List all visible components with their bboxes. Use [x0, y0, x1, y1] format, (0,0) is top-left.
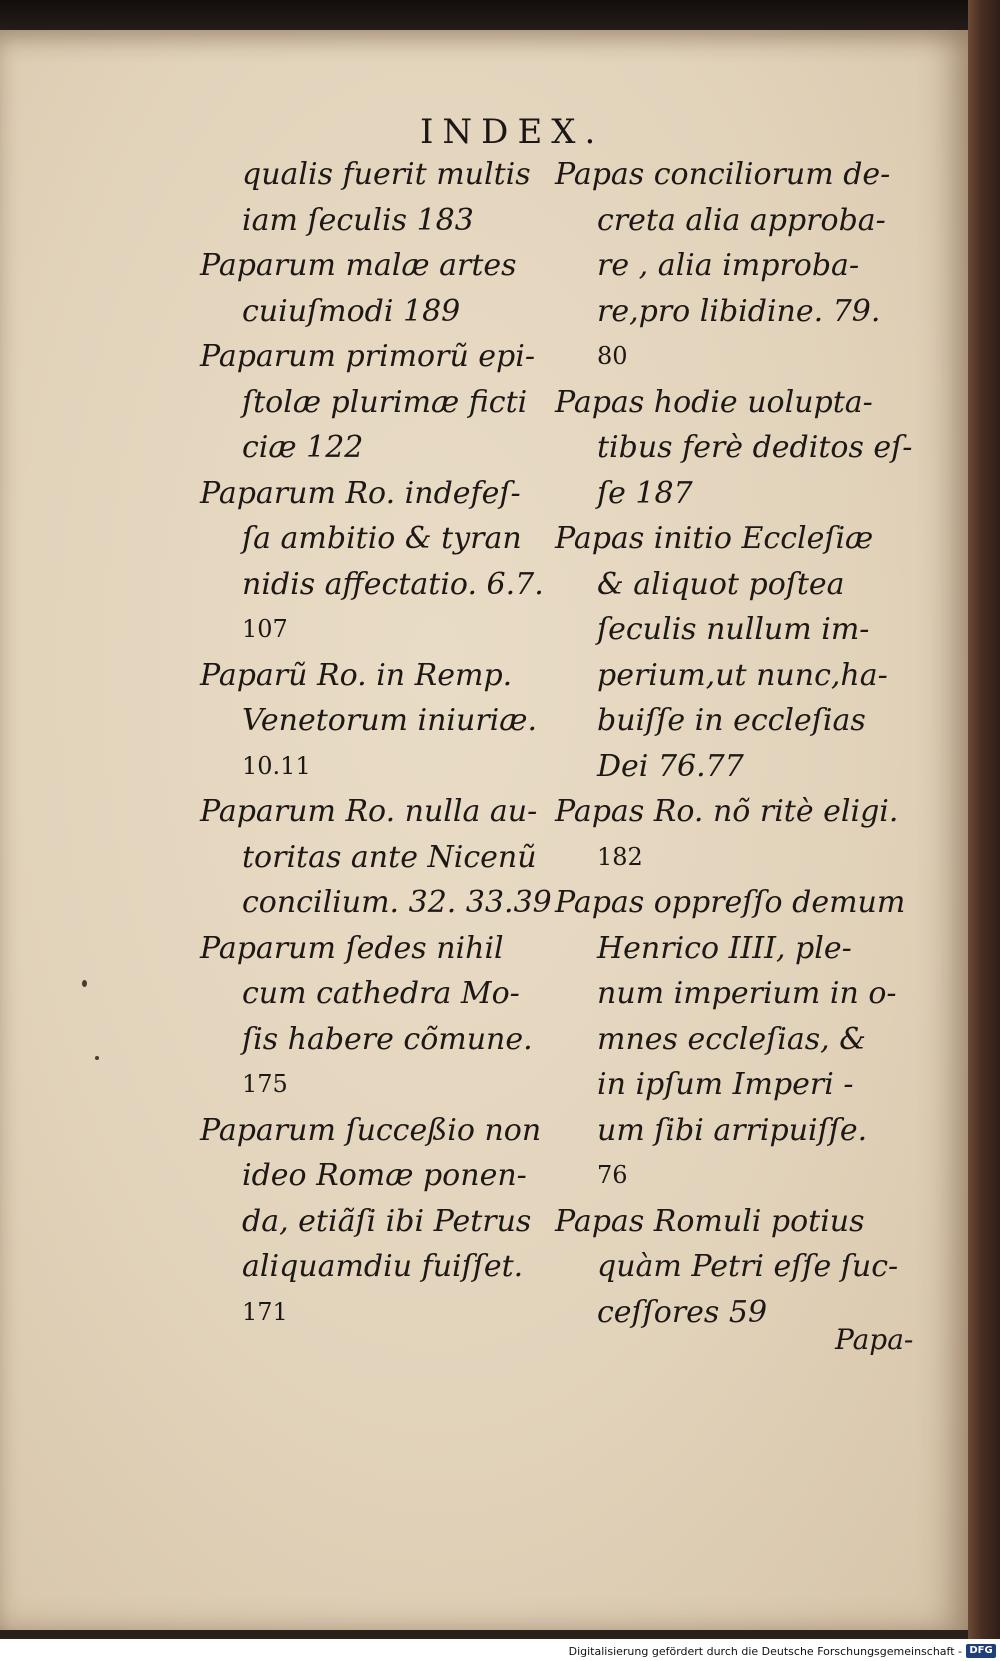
index-entry-line: perium,ut nunc,ha-	[597, 657, 888, 693]
index-entry-head: Papas conciliorum de-	[555, 157, 891, 192]
index-entry	[555, 880, 915, 1199]
index-entry	[200, 334, 540, 471]
index-entry-line: 76	[597, 1161, 628, 1189]
index-entry-line: Venetorum iniuriæ.	[242, 703, 538, 738]
ink-speck	[82, 980, 87, 987]
index-entry-line: ciæ 122	[242, 430, 364, 465]
book-edge	[968, 0, 1000, 1661]
index-entry-line: re,pro libidine. 79.	[597, 293, 881, 329]
index-entry-line: 80	[597, 342, 628, 370]
index-entry-line: creta alia approba-	[597, 202, 886, 238]
index-entry-line: 171	[242, 1297, 288, 1326]
index-entry-line: ſe 187	[597, 475, 693, 511]
index-entry-head: Paparum primorũ epi-	[200, 339, 535, 374]
index-entry-head: Paparum ſucceßio non	[200, 1112, 542, 1148]
index-entry	[200, 471, 544, 653]
index-column-left	[200, 152, 552, 1335]
index-entry-head: Paparum Ro. nulla au-	[200, 794, 538, 829]
index-entry	[555, 1199, 915, 1336]
index-entry-line: tibus ferè deditos eſ-	[597, 430, 913, 465]
index-entry	[200, 243, 540, 334]
index-entry-line: ſis habere cõmune.	[242, 1021, 533, 1057]
index-entry-line: 10.11	[242, 751, 311, 780]
index-entry-line: da, etiãſi ibi Petrus	[242, 1203, 532, 1239]
index-entry-head: Paparum ſedes nihil	[200, 930, 504, 966]
index-entry-head: Papas Romuli potius	[555, 1203, 865, 1239]
index-entry	[200, 1108, 540, 1336]
index-entry-line: iam ſeculis 183	[242, 202, 474, 238]
index-entry-head: Paparum Ro. indefeſ-	[200, 475, 521, 511]
index-entry-head: qualis fuerit multis	[242, 157, 531, 192]
index-entry-line: ſeculis nullum im-	[597, 612, 870, 647]
index-entry-line: nidis affectatio. 6.7.	[242, 566, 544, 602]
index-entry-line: ſa ambitio & tyran	[242, 521, 522, 556]
index-entry-line: cuiuſmodi 189	[242, 293, 461, 329]
index-entry-line: toritas ante Nicenũ	[242, 839, 537, 875]
index-entry-line: ceſſores 59	[597, 1294, 768, 1330]
footer-credit: Digitalisierung gefördert durch die Deutsche Forschungsgemeinschaft -	[568, 1645, 962, 1658]
index-entry-head: Papas oppreſſo demum	[555, 885, 906, 920]
index-entry-line: um ſibi arripuiſſe.	[597, 1112, 868, 1148]
index-entry-line: quàm Petri eſſe ſuc-	[597, 1249, 899, 1284]
index-entry-line: num imperium in o-	[597, 976, 897, 1011]
index-entry-line: & aliquot poſtea	[597, 566, 845, 602]
index-entry-head: Papas Ro. nõ ritè eligi.	[555, 794, 899, 829]
index-entry	[200, 653, 540, 790]
index-entry	[200, 152, 540, 243]
index-column-right	[555, 152, 915, 1335]
index-entry-line: ideo Romæ ponen-	[242, 1158, 527, 1193]
index-entry	[555, 380, 915, 517]
index-entry-line: Henrico IIII, ple-	[597, 930, 852, 966]
index-entry-line: mnes eccleſias, &	[597, 1021, 866, 1057]
index-entry-head: Paparũ Ro. in Remp.	[200, 657, 513, 693]
footer-bar	[0, 1639, 1000, 1661]
ink-speck	[95, 1056, 99, 1060]
index-entry	[555, 152, 915, 380]
index-entry-line: 175	[242, 1070, 288, 1098]
index-entry-line: concilium. 32. 33.39	[242, 885, 552, 920]
index-entry-head: Papas hodie uolupta-	[555, 384, 873, 420]
dfg-logo: DFG	[966, 1644, 996, 1658]
index-entry-line: buiſſe in eccleſias	[597, 703, 866, 738]
index-entry-head: Papas initio Eccleſiæ	[555, 521, 874, 556]
index-entry-line: 107	[242, 615, 288, 643]
catchword: Papa-	[835, 1323, 914, 1356]
index-entry-line: aliquamdiu fuiſſet.	[242, 1249, 524, 1284]
index-entry	[555, 789, 915, 880]
index-entry-head: Paparum malæ artes	[200, 248, 517, 283]
index-entry-line: re , alia improba-	[597, 248, 860, 283]
index-entry	[555, 516, 915, 789]
index-entry-line: ſtolæ plurimæ ficti	[242, 384, 528, 420]
index-entry	[200, 926, 540, 1108]
running-header: INDEX.	[420, 112, 605, 152]
index-entry-line: cum cathedra Mo-	[242, 976, 520, 1011]
index-entry-line: Dei 76.77	[597, 748, 744, 784]
index-entry-line: in ipſum Imperi -	[597, 1067, 854, 1102]
index-entry-line: 182	[597, 842, 643, 871]
index-entry	[200, 789, 552, 926]
